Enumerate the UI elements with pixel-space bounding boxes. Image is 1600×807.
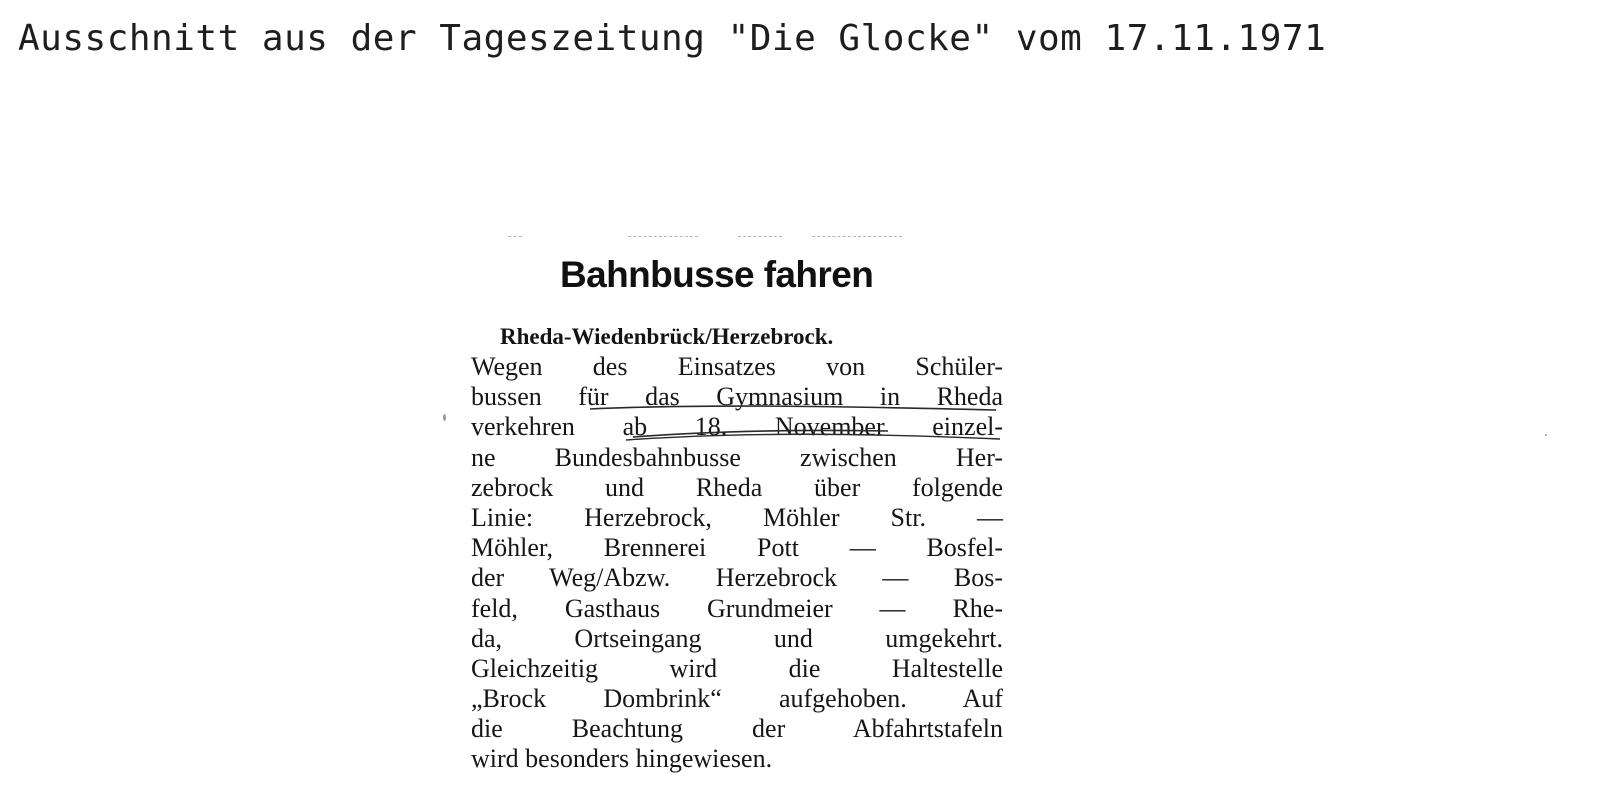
article-line: feld, Gasthaus Grundmeier — Rhe- <box>471 593 1003 623</box>
underline-stroke <box>590 406 996 410</box>
article-line: Möhler, Brennerei Pott — Bosfel- <box>471 533 1003 563</box>
clipping-caption: Ausschnitt aus der Tageszeitung "Die Glocke" vom 17.11.1971 <box>18 18 1327 59</box>
article-line: wird besonders hingewiesen. <box>471 744 773 774</box>
article-line: verkehren ab 18. November einzel- <box>471 412 1003 442</box>
article-line: der Weg/Abzw. Herzebrock — Bos- <box>471 563 1003 593</box>
article-line: „Brock Dombrink“ aufgehoben. Auf <box>471 684 1003 714</box>
article-line: die Beachtung der Abfahrtstafeln <box>471 714 1003 744</box>
scan-speck <box>443 414 446 421</box>
article-line: Wegen des Einsatzes von Schüler- <box>471 352 1003 381</box>
article-line: zebrock und Rheda über folgende <box>471 472 1003 502</box>
article-line: da, Ortseingang und umgekehrt. <box>471 623 1003 653</box>
article-line: Gleichzeitig wird die Haltestelle <box>471 653 1003 683</box>
article-headline: Bahnbusse fahren <box>560 254 874 295</box>
scan-speck <box>1545 434 1547 436</box>
article-line: Linie: Herzebrock, Möhler Str. — <box>471 502 1003 532</box>
article-line: ne Bundesbahnbusse zwischen Her- <box>471 442 1003 472</box>
underline-stroke <box>633 430 888 437</box>
article-line: bussen für das Gymnasium in Rheda <box>471 382 1003 412</box>
handwritten-underline-marks <box>440 228 1040 788</box>
newspaper-clipping <box>440 228 1040 788</box>
underline-stroke <box>626 434 1000 440</box>
article-dateline: Rheda-Wiedenbrück/Herzebrock. <box>500 324 834 349</box>
